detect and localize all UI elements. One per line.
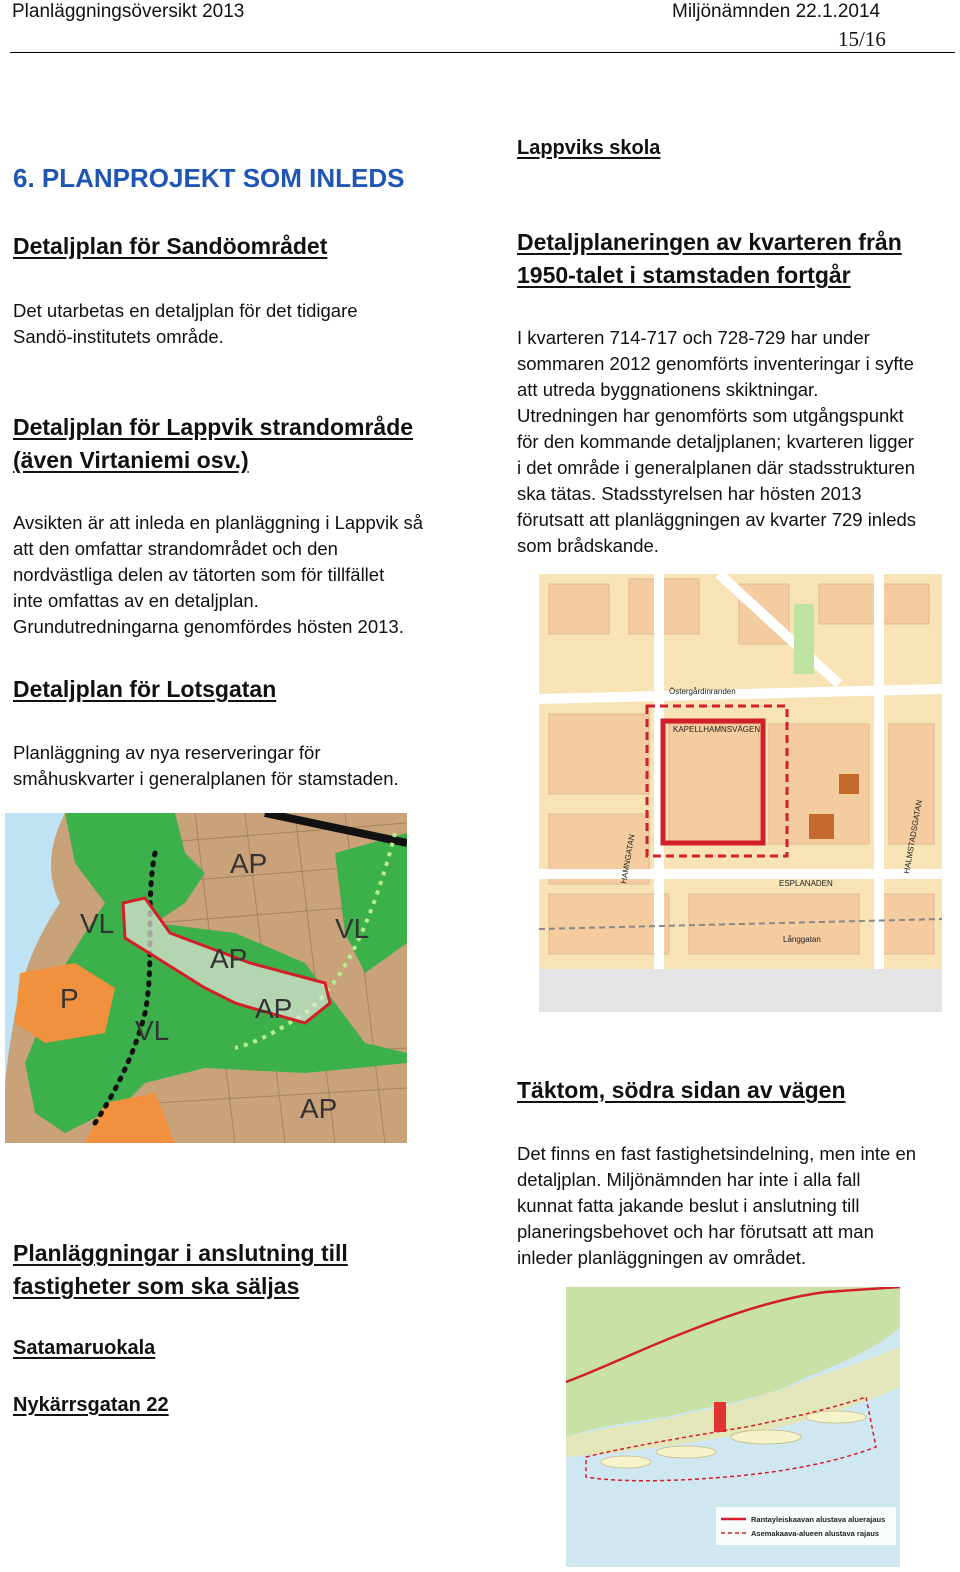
heading-lappviks-skola: Lappviks skola	[517, 137, 661, 159]
street-label-kapellhamnsvagen: KAPELLHAMNSVÄGEN	[673, 725, 761, 734]
heading-fastigheter: Planläggningar i anslutning till fastigheter som ska säljas	[13, 1240, 348, 1299]
map-label-vl-right: VL	[335, 913, 370, 944]
map-label-p: P	[60, 983, 79, 1014]
map-label-vl-bottom: VL	[135, 1015, 170, 1046]
heading-satamaruokala: Satamaruokala	[13, 1337, 156, 1359]
heading-lappvik: Detaljplan för Lappvik strandområde (även Virtaniemi osv.)	[13, 414, 414, 473]
map-label-ap-bottom: AP	[300, 1093, 338, 1124]
page-number: 15/16	[838, 27, 886, 51]
text-sando: Det utarbetas en detaljplan för det tidigare Sandö-institutets område.	[13, 300, 358, 347]
text-lappvik: Avsikten är att inleda en planläggning i Lappvik så att den omfattar strandområdet och den nordvästliga delen av tätorten som för tillfället inte omfattas av en detaljplan. Grundutredningarna genomfördes hösten 2013.	[13, 512, 424, 637]
city-block-map	[539, 574, 942, 1012]
header-document-title: Planläggningsöversikt 2013	[12, 1, 245, 22]
heading-taktom: Täktom, södra sidan av vägen	[517, 1077, 846, 1103]
heading-kvarteren: Detaljplaneringen av kvarteren från 1950-talet i stamstaden fortgår	[517, 229, 902, 288]
map-label-ap-mid: AP	[210, 943, 248, 974]
coastal-plan-map	[566, 1287, 900, 1567]
street-label-hamngatan: HAMNGATAN	[619, 833, 637, 885]
header-divider	[10, 52, 955, 53]
text-taktom: Det finns en fast fastighetsindelning, men inte en detaljplan. Miljönämnden har inte i alla fall kunnat fatta jakande beslut i anslutning till planeringsbehovet och har förutsatt att man inleder planläggningen av området.	[517, 1143, 917, 1268]
street-label-langgatan: Långgatan	[783, 935, 821, 944]
street-label-halmstadsgatan: HALMSTADSGATAN	[902, 799, 924, 875]
text-kvarteren: I kvarteren 714-717 och 728-729 har under sommaren 2012 genomförts inventeringar i syfte att utreda byggnationens skiktningar. Utredningen har genomförts som utgångspunkt för den kommande detaljplanen; kvarteren ligger i det område i generalplanen där stadsstrukturen ska tätas. Stadsstyrelsen har hösten 2013 förutsatt att planläggningen av kvarter 729 inleds som brådskande.	[517, 327, 917, 556]
heading-sando: Detaljplan för Sandöområdet	[13, 233, 328, 259]
heading-lotsgatan: Detaljplan för Lotsgatan	[13, 676, 277, 702]
street-label-esplanaden: ESPLANADEN	[779, 879, 833, 888]
street-label-ostergardinranden: Östergårdinranden	[669, 687, 736, 696]
header-meeting-date: Miljönämnden 22.1.2014	[672, 1, 881, 22]
text-lotsgatan: Planläggning av nya reserveringar för småhuskvarter i generalplanen för stamstaden.	[13, 742, 399, 789]
legend-line-2: Asemakaava-alueen alustava rajaus	[751, 1529, 879, 1538]
legend-line-1: Rantayleiskaavan alustava aluerajaus	[751, 1515, 886, 1524]
general-plan-map	[5, 813, 407, 1143]
map-label-vl-left: VL	[80, 908, 115, 939]
section-title: 6. PLANPROJEKT SOM INLEDS	[13, 163, 405, 193]
heading-nykarrsgatan: Nykärrsgatan 22	[13, 1394, 169, 1416]
map-label-ap-mid2: AP	[255, 993, 293, 1024]
map-label-ap-top: AP	[230, 848, 268, 879]
